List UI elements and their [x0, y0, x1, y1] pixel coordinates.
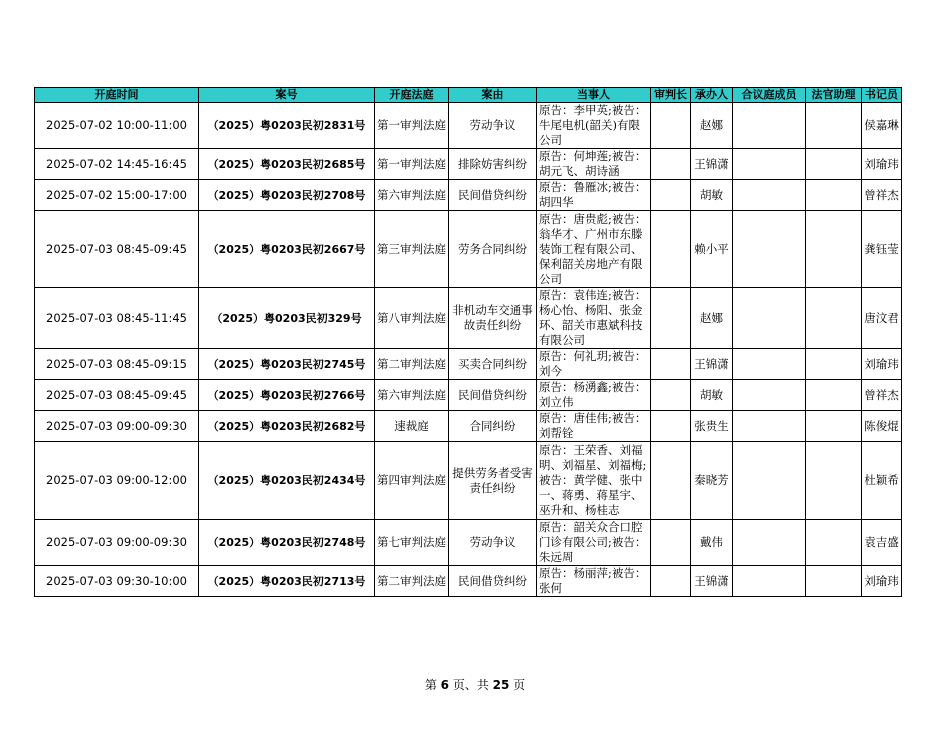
- clerk-cell: 曾祥杰: [862, 180, 902, 211]
- clerk-cell: 陈俊焜: [862, 411, 902, 442]
- table-row: [35, 411, 902, 442]
- judge-assistant-cell: [806, 380, 862, 411]
- courtroom-cell: 第一审判法庭: [375, 149, 449, 180]
- footer-suffix: 页: [509, 678, 526, 692]
- clerk-cell: 刘瑜玮: [862, 349, 902, 380]
- case-cause-cell: 劳动争议: [449, 520, 537, 566]
- hearing-schedule-table: [34, 87, 902, 597]
- courtroom-cell: 第七审判法庭: [375, 520, 449, 566]
- column-header-court: 开庭法庭: [375, 88, 449, 103]
- courtroom-cell: 速裁庭: [375, 411, 449, 442]
- courtroom-cell: 第二审判法庭: [375, 349, 449, 380]
- table-row: [35, 380, 902, 411]
- hearing-time-cell: 2025-07-03 08:45-11:45: [35, 288, 199, 349]
- case-number-cell: （2025）粤0203民初2831号: [199, 103, 375, 149]
- judge-assistant-cell: [806, 442, 862, 520]
- footer-middle: 页、共: [449, 678, 493, 692]
- undertaker-cell: 赵娜: [691, 288, 733, 349]
- panel-members-cell: [733, 380, 806, 411]
- judge-assistant-cell: [806, 149, 862, 180]
- page-footer: [0, 676, 950, 693]
- courtroom-cell: 第三审判法庭: [375, 211, 449, 288]
- panel-members-cell: [733, 103, 806, 149]
- courtroom-cell: 第二审判法庭: [375, 566, 449, 597]
- table-row: [35, 442, 902, 520]
- current-page-number: 6: [440, 678, 449, 692]
- column-header-time: 开庭时间: [35, 88, 199, 103]
- hearing-time-cell: 2025-07-03 09:00-09:30: [35, 411, 199, 442]
- panel-members-cell: [733, 566, 806, 597]
- undertaker-cell: 赖小平: [691, 211, 733, 288]
- clerk-cell: 唐汶君: [862, 288, 902, 349]
- panel-members-cell: [733, 149, 806, 180]
- parties-cell: 原告：鲁雁冰;被告：胡四华: [537, 180, 651, 211]
- parties-cell: 原告：何坤莲;被告：胡元飞、胡诗涵: [537, 149, 651, 180]
- courtroom-cell: 第四审判法庭: [375, 442, 449, 520]
- judge-assistant-cell: [806, 411, 862, 442]
- chief-judge-cell: [651, 566, 691, 597]
- panel-members-cell: [733, 288, 806, 349]
- courtroom-cell: 第六审判法庭: [375, 180, 449, 211]
- judge-assistant-cell: [806, 520, 862, 566]
- column-header-case: 案号: [199, 88, 375, 103]
- table-row: [35, 520, 902, 566]
- undertaker-cell: 戴伟: [691, 520, 733, 566]
- undertaker-cell: 秦晓芳: [691, 442, 733, 520]
- panel-members-cell: [733, 442, 806, 520]
- undertaker-cell: 王锦潇: [691, 349, 733, 380]
- parties-cell: 原告：李甲英;被告：牛尾电机(韶关)有限公司: [537, 103, 651, 149]
- chief-judge-cell: [651, 149, 691, 180]
- case-number-cell: （2025）粤0203民初2745号: [199, 349, 375, 380]
- case-number-cell: （2025）粤0203民初2713号: [199, 566, 375, 597]
- chief-judge-cell: [651, 349, 691, 380]
- clerk-cell: 侯嘉琳: [862, 103, 902, 149]
- case-number-cell: （2025）粤0203民初2766号: [199, 380, 375, 411]
- parties-cell: 原告：何礼玥;被告：刘今: [537, 349, 651, 380]
- column-header-reason: 案由: [449, 88, 537, 103]
- hearing-time-cell: 2025-07-03 08:45-09:45: [35, 380, 199, 411]
- table-row: [35, 103, 902, 149]
- parties-cell: 原告：杨湧鑫;被告：刘立伟: [537, 380, 651, 411]
- table-row: [35, 566, 902, 597]
- parties-cell: 原告：王荣香、刘福明、刘福星、刘福梅;被告：黄学健、张中一、蒋勇、蒋星宇、巫升和、杨桂志: [537, 442, 651, 520]
- parties-cell: 原告：杨丽萍;被告：张何: [537, 566, 651, 597]
- hearing-time-cell: 2025-07-03 08:45-09:15: [35, 349, 199, 380]
- table-row: [35, 180, 902, 211]
- column-header-parties: 当事人: [537, 88, 651, 103]
- case-cause-cell: 提供劳务者受害责任纠纷: [449, 442, 537, 520]
- clerk-cell: 袁吉盛: [862, 520, 902, 566]
- case-cause-cell: 劳动争议: [449, 103, 537, 149]
- parties-cell: 原告：袁伟连;被告：杨心怡、杨阳、张金环、韶关市惠斌科技有限公司: [537, 288, 651, 349]
- panel-members-cell: [733, 211, 806, 288]
- case-cause-cell: 买卖合同纠纷: [449, 349, 537, 380]
- hearing-time-cell: 2025-07-03 09:00-12:00: [35, 442, 199, 520]
- hearing-time-cell: 2025-07-02 14:45-16:45: [35, 149, 199, 180]
- case-cause-cell: 劳务合同纠纷: [449, 211, 537, 288]
- case-number-cell: （2025）粤0203民初2434号: [199, 442, 375, 520]
- table-row: [35, 149, 902, 180]
- clerk-cell: 曾祥杰: [862, 380, 902, 411]
- clerk-cell: 刘瑜玮: [862, 149, 902, 180]
- clerk-cell: 龚钰莹: [862, 211, 902, 288]
- table-row: [35, 211, 902, 288]
- table-row: [35, 349, 902, 380]
- chief-judge-cell: [651, 380, 691, 411]
- chief-judge-cell: [651, 411, 691, 442]
- parties-cell: 原告：唐贵彪;被告：翁华才、广州市东滕装饰工程有限公司、保利韶关房地产有限公司: [537, 211, 651, 288]
- undertaker-cell: 赵娜: [691, 103, 733, 149]
- hearing-time-cell: 2025-07-03 09:30-10:00: [35, 566, 199, 597]
- case-number-cell: （2025）粤0203民初2685号: [199, 149, 375, 180]
- total-page-count: 25: [492, 678, 510, 692]
- hearing-time-cell: 2025-07-03 08:45-09:45: [35, 211, 199, 288]
- case-cause-cell: 民间借贷纠纷: [449, 180, 537, 211]
- panel-members-cell: [733, 411, 806, 442]
- hearing-time-cell: 2025-07-02 15:00-17:00: [35, 180, 199, 211]
- case-number-cell: （2025）粤0203民初2748号: [199, 520, 375, 566]
- panel-members-cell: [733, 180, 806, 211]
- panel-members-cell: [733, 520, 806, 566]
- column-header-panel: 合议庭成员: [733, 88, 806, 103]
- chief-judge-cell: [651, 442, 691, 520]
- column-header-undertaker: 承办人: [691, 88, 733, 103]
- case-number-cell: （2025）粤0203民初2667号: [199, 211, 375, 288]
- judge-assistant-cell: [806, 566, 862, 597]
- undertaker-cell: 胡敏: [691, 180, 733, 211]
- clerk-cell: 杜颖希: [862, 442, 902, 520]
- parties-cell: 原告：唐佳伟;被告：刘帮铨: [537, 411, 651, 442]
- case-cause-cell: 非机动车交通事故责任纠纷: [449, 288, 537, 349]
- judge-assistant-cell: [806, 349, 862, 380]
- case-cause-cell: 合同纠纷: [449, 411, 537, 442]
- column-header-assistant: 法官助理: [806, 88, 862, 103]
- chief-judge-cell: [651, 180, 691, 211]
- hearing-time-cell: 2025-07-03 09:00-09:30: [35, 520, 199, 566]
- case-cause-cell: 排除妨害纠纷: [449, 149, 537, 180]
- judge-assistant-cell: [806, 180, 862, 211]
- parties-cell: 原告：韶关众合口腔门诊有限公司;被告：朱远周: [537, 520, 651, 566]
- chief-judge-cell: [651, 103, 691, 149]
- judge-assistant-cell: [806, 103, 862, 149]
- case-number-cell: （2025）粤0203民初2682号: [199, 411, 375, 442]
- case-cause-cell: 民间借贷纠纷: [449, 566, 537, 597]
- undertaker-cell: 胡敏: [691, 380, 733, 411]
- undertaker-cell: 王锦潇: [691, 149, 733, 180]
- judge-assistant-cell: [806, 288, 862, 349]
- chief-judge-cell: [651, 288, 691, 349]
- courtroom-cell: 第六审判法庭: [375, 380, 449, 411]
- header-row: [35, 88, 902, 103]
- courtroom-cell: 第一审判法庭: [375, 103, 449, 149]
- courtroom-cell: 第八审判法庭: [375, 288, 449, 349]
- undertaker-cell: 张贵生: [691, 411, 733, 442]
- hearing-time-cell: 2025-07-02 10:00-11:00: [35, 103, 199, 149]
- case-cause-cell: 民间借贷纠纷: [449, 380, 537, 411]
- column-header-chief-judge: 审判长: [651, 88, 691, 103]
- chief-judge-cell: [651, 520, 691, 566]
- table-row: [35, 288, 902, 349]
- case-number-cell: （2025）粤0203民初2708号: [199, 180, 375, 211]
- undertaker-cell: 王锦潇: [691, 566, 733, 597]
- case-number-cell: （2025）粤0203民初329号: [199, 288, 375, 349]
- column-header-clerk: 书记员: [862, 88, 902, 103]
- chief-judge-cell: [651, 211, 691, 288]
- clerk-cell: 刘瑜玮: [862, 566, 902, 597]
- judge-assistant-cell: [806, 211, 862, 288]
- panel-members-cell: [733, 349, 806, 380]
- footer-prefix: 第: [424, 678, 441, 692]
